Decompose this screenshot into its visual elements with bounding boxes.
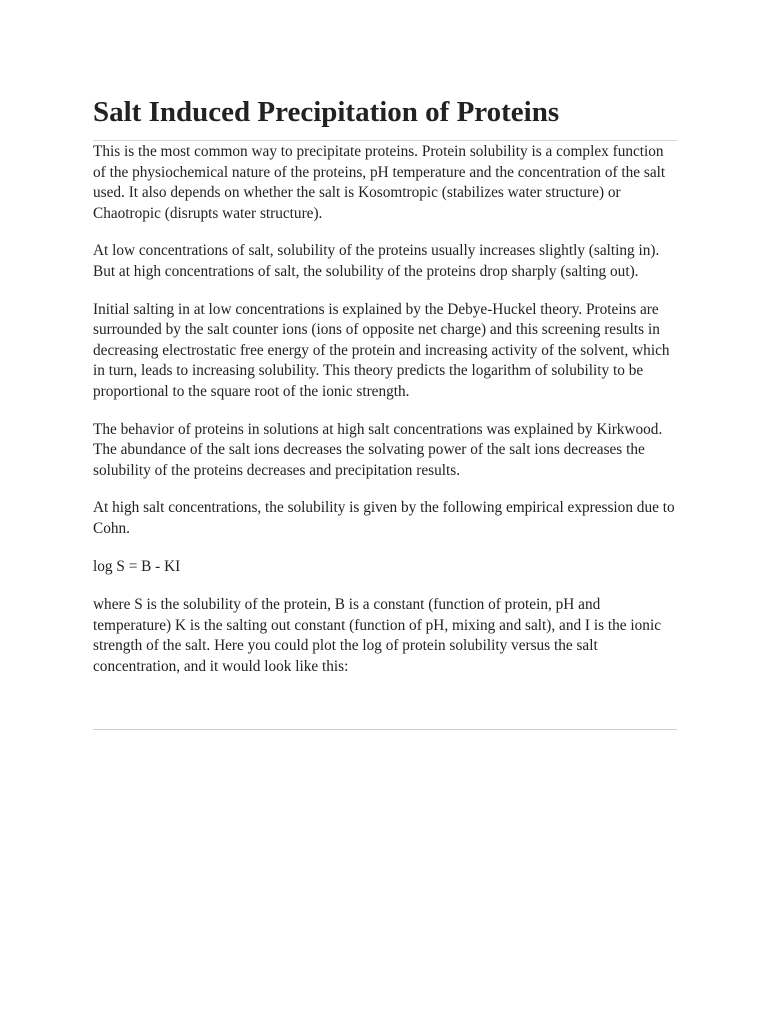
title-divider xyxy=(93,140,677,141)
paragraph-definitions: where S is the solubility of the protein, B is a constant (function of protein, pH and temperature) K is the salting out constant (function of pH, mixing and salt), and I is the ionic strength of the salt. Here you could plot the log of protein solubility versus the salt concentration, and it would look like this: xyxy=(93,596,661,675)
paragraph-cohn: At high salt concentrations, the solubility is given by the following empirical expression due to Cohn. xyxy=(93,499,675,537)
paragraph-salting: At low concentrations of salt, solubility of the proteins usually increases slightly (salting in). But at high concentrations of salt, the solubility of the proteins drop sharply (salting out). xyxy=(93,242,660,280)
paragraph-kirkwood: The behavior of proteins in solutions at high salt concentrations was explained by Kirkwood. The abundance of the salt ions decreases the solvating power of the salt ions decreases the solubility of the proteins decreases and precipitation results. xyxy=(93,420,663,479)
paragraph-intro: This is the most common way to precipitate proteins. Protein solubility is a complex function of the physiochemical nature of the proteins, pH temperature and the concentration of the salt used. It also depends on whether the salt is Kosomtropic (stabilizes water structure) or Chaotropic (disrupts water structure). xyxy=(93,143,666,222)
cohn-equation: log S = B - KI xyxy=(93,557,181,575)
section-divider xyxy=(93,729,677,730)
paragraph-debye-huckel: Initial salting in at low concentrations is explained by the Debye-Huckel theory. Proteins are surrounded by the salt counter ions (ions of opposite net charge) and this screening results in decreasing electrostatic free energy of the protein and increasing activity of the solvent, which in turn, leads to increasing solubility. This theory predicts the logarithm of solubility to be proportional to the square root of the ionic strength. xyxy=(93,300,670,400)
article-body xyxy=(93,142,677,694)
page-title: Salt Induced Precipitation of Proteins xyxy=(93,96,560,128)
